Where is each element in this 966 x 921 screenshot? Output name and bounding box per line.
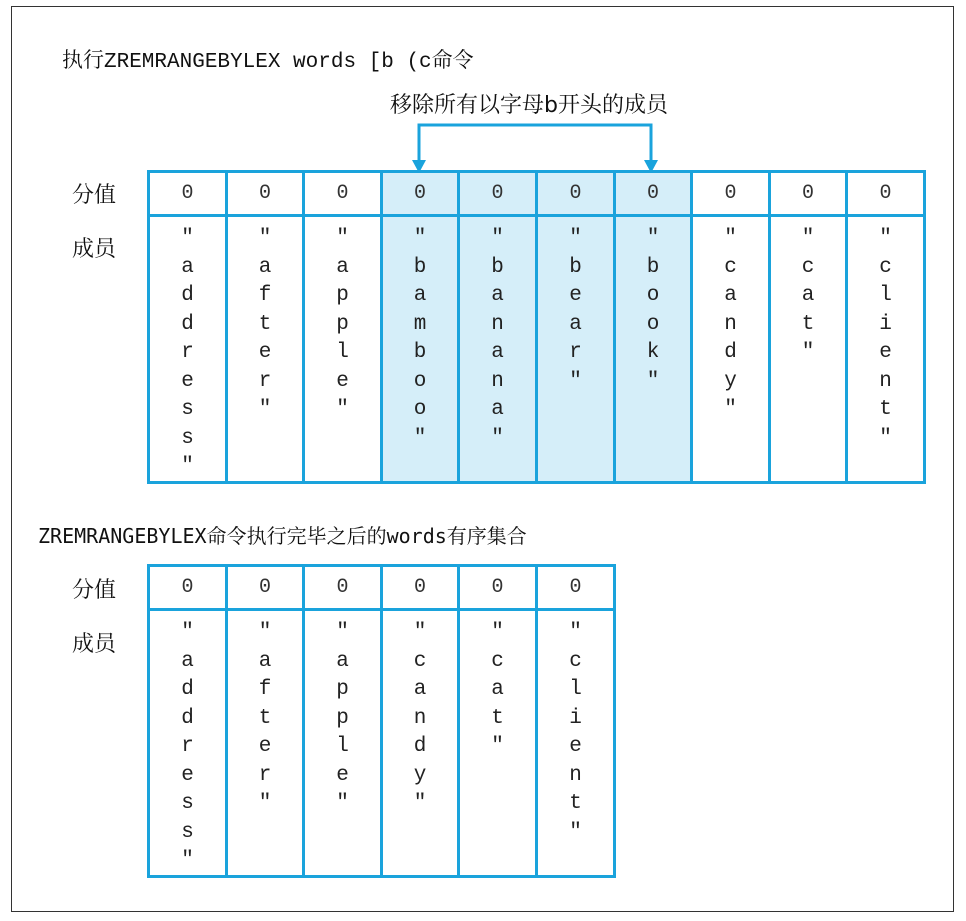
- member-char: c: [724, 255, 737, 279]
- member-char: ": [724, 398, 737, 421]
- member-char: n: [491, 369, 504, 393]
- member-char: d: [181, 706, 194, 730]
- member-char: n: [569, 763, 582, 787]
- member-char: ": [801, 341, 815, 364]
- member-value: [150, 217, 225, 481]
- member-char: r: [569, 341, 582, 364]
- member-cell: [147, 608, 228, 878]
- member-char: a: [801, 284, 815, 307]
- member-char: k: [646, 341, 660, 364]
- member-value: [305, 611, 380, 875]
- member-char: a: [569, 312, 582, 336]
- score-value: 0: [413, 182, 426, 205]
- member-char: ": [491, 621, 504, 644]
- member-char: i: [569, 706, 582, 730]
- result-title: ZREMRANGEBYLEX命令执行完毕之后的words有序集合: [38, 524, 527, 548]
- command-label: 执行ZREMRANGEBYLEX words [b (c命令: [62, 51, 474, 74]
- member-char: r: [258, 763, 272, 787]
- member-char: ": [569, 369, 582, 393]
- member-cell: [535, 214, 616, 484]
- member-char: o: [646, 284, 660, 307]
- member-char: ": [413, 426, 427, 450]
- member-char: f: [258, 678, 272, 701]
- member-char: b: [413, 341, 427, 364]
- member-char: ": [258, 621, 272, 644]
- score-value: 0: [569, 182, 582, 205]
- member-value: [538, 217, 613, 481]
- member-char: a: [336, 255, 349, 279]
- member-char: ": [413, 227, 427, 250]
- member-char: a: [491, 398, 504, 421]
- member-value: [305, 217, 380, 481]
- member-char: ": [646, 369, 660, 393]
- member-cell: [380, 214, 460, 484]
- member-char: o: [413, 369, 427, 393]
- score-value: 0: [336, 576, 349, 599]
- member-char: o: [413, 398, 427, 421]
- member-char: y: [724, 369, 737, 393]
- member-char: e: [258, 341, 272, 364]
- member-char: ": [181, 227, 194, 250]
- member-char: a: [258, 649, 272, 673]
- member-char: c: [413, 649, 427, 673]
- score-value: 0: [336, 182, 349, 205]
- member-value: [383, 217, 457, 481]
- member-char: a: [181, 649, 194, 673]
- member-cell: [302, 214, 383, 484]
- member-char: e: [569, 284, 582, 307]
- member-char: ": [491, 426, 504, 450]
- score-cell: [380, 564, 460, 611]
- member-value: [848, 217, 923, 481]
- score-row-label-after: 分值: [72, 578, 117, 603]
- member-char: f: [258, 284, 272, 307]
- member-char: r: [181, 735, 194, 758]
- score-cell: [225, 170, 305, 217]
- score-cell: [457, 564, 538, 611]
- member-char: d: [181, 312, 194, 336]
- member-char: n: [879, 369, 892, 393]
- member-cell: [380, 608, 460, 878]
- member-char: e: [181, 369, 194, 393]
- score-value: 0: [879, 182, 892, 205]
- member-char: t: [569, 792, 582, 815]
- member-char: ": [181, 621, 194, 644]
- member-char: ": [413, 621, 427, 644]
- member-char: ": [491, 735, 504, 758]
- member-char: e: [336, 369, 349, 393]
- member-char: t: [258, 312, 272, 336]
- score-value: 0: [413, 576, 426, 599]
- score-cell: [147, 564, 228, 611]
- member-char: ": [258, 398, 272, 421]
- member-char: ": [801, 227, 815, 250]
- member-char: e: [181, 763, 194, 787]
- member-char: p: [336, 706, 349, 730]
- member-char: d: [413, 735, 427, 758]
- score-cell: [535, 170, 616, 217]
- score-row-label-before: 分值: [72, 183, 117, 208]
- member-char: r: [258, 369, 272, 393]
- member-char: ": [646, 227, 660, 250]
- member-char: l: [336, 341, 349, 364]
- member-char: s: [181, 820, 194, 844]
- member-row-label-before: 成员: [72, 237, 117, 262]
- member-char: e: [258, 735, 272, 758]
- member-char: ": [724, 227, 737, 250]
- score-cell: [690, 170, 771, 217]
- member-char: a: [258, 255, 272, 279]
- member-value: [538, 611, 613, 875]
- member-cell: [613, 214, 693, 484]
- member-char: b: [491, 255, 504, 279]
- member-char: p: [336, 312, 349, 336]
- member-char: ": [413, 792, 427, 815]
- member-cell: [690, 214, 771, 484]
- score-value: 0: [491, 182, 504, 205]
- member-char: ": [879, 426, 892, 450]
- score-cell: [147, 170, 228, 217]
- member-value: [228, 611, 302, 875]
- member-cell: [147, 214, 228, 484]
- member-cell: [457, 214, 538, 484]
- member-char: ": [569, 820, 582, 844]
- score-value: 0: [724, 182, 737, 205]
- member-cell: [457, 608, 538, 878]
- member-char: a: [413, 678, 427, 701]
- member-char: e: [569, 735, 582, 758]
- member-cell: [225, 608, 305, 878]
- member-value: [228, 217, 302, 481]
- member-char: ": [258, 227, 272, 250]
- score-cell: [768, 170, 848, 217]
- member-char: b: [569, 255, 582, 279]
- member-char: c: [879, 255, 892, 279]
- score-value: 0: [646, 182, 659, 205]
- member-char: d: [181, 678, 194, 701]
- member-char: a: [413, 284, 427, 307]
- member-char: a: [491, 284, 504, 307]
- score-value: 0: [569, 576, 582, 599]
- member-char: t: [258, 706, 272, 730]
- member-char: e: [336, 763, 349, 787]
- member-char: m: [413, 312, 427, 336]
- removal-note: 移除所有以字母b开头的成员: [390, 93, 668, 118]
- score-cell: [302, 170, 383, 217]
- member-cell: [302, 608, 383, 878]
- score-cell: [225, 564, 305, 611]
- member-char: a: [491, 678, 504, 701]
- score-cell: [302, 564, 383, 611]
- member-value: [616, 217, 690, 481]
- score-value: 0: [181, 182, 194, 205]
- member-char: c: [801, 255, 815, 279]
- member-cell: [535, 608, 616, 878]
- member-char: n: [491, 312, 504, 336]
- member-char: c: [569, 649, 582, 673]
- member-char: p: [336, 284, 349, 307]
- score-cell: [535, 564, 616, 611]
- score-value: 0: [491, 576, 504, 599]
- member-char: n: [413, 706, 427, 730]
- score-cell: [613, 170, 693, 217]
- score-value: 0: [801, 182, 814, 205]
- member-char: ": [491, 227, 504, 250]
- member-cell: [845, 214, 926, 484]
- member-char: s: [181, 792, 194, 815]
- member-char: ": [569, 621, 582, 644]
- member-char: ": [181, 849, 194, 872]
- member-char: p: [336, 678, 349, 701]
- member-char: d: [181, 284, 194, 307]
- member-char: y: [413, 763, 427, 787]
- member-cell: [225, 214, 305, 484]
- member-char: a: [724, 284, 737, 307]
- member-char: ": [336, 792, 349, 815]
- member-char: ": [879, 227, 892, 250]
- member-char: a: [181, 255, 194, 279]
- member-char: l: [569, 678, 582, 701]
- member-char: ": [336, 621, 349, 644]
- member-value: [383, 611, 457, 875]
- member-char: r: [181, 341, 194, 364]
- member-char: b: [646, 255, 660, 279]
- member-char: l: [879, 284, 892, 307]
- member-char: ": [569, 227, 582, 250]
- member-char: ": [181, 455, 194, 478]
- member-char: a: [336, 649, 349, 673]
- member-char: t: [879, 398, 892, 421]
- score-value: 0: [258, 182, 271, 205]
- member-cell: [768, 214, 848, 484]
- member-value: [771, 217, 845, 481]
- member-char: e: [879, 341, 892, 364]
- member-char: l: [336, 735, 349, 758]
- member-value: [460, 611, 535, 875]
- member-char: b: [413, 255, 427, 279]
- member-char: ": [336, 227, 349, 250]
- score-cell: [380, 170, 460, 217]
- member-char: ": [336, 398, 349, 421]
- member-char: n: [724, 312, 737, 336]
- member-row-label-after: 成员: [72, 632, 117, 657]
- score-value: 0: [181, 576, 194, 599]
- score-cell: [845, 170, 926, 217]
- member-char: c: [491, 649, 504, 673]
- member-char: s: [181, 426, 194, 450]
- score-cell: [457, 170, 538, 217]
- score-value: 0: [258, 576, 271, 599]
- member-char: a: [491, 341, 504, 364]
- member-char: i: [879, 312, 892, 336]
- member-char: o: [646, 312, 660, 336]
- member-value: [460, 217, 535, 481]
- member-char: ": [258, 792, 272, 815]
- member-char: t: [801, 312, 815, 336]
- member-char: t: [491, 706, 504, 730]
- member-char: d: [724, 341, 737, 364]
- member-value: [150, 611, 225, 875]
- member-char: s: [181, 398, 194, 421]
- member-value: [693, 217, 768, 481]
